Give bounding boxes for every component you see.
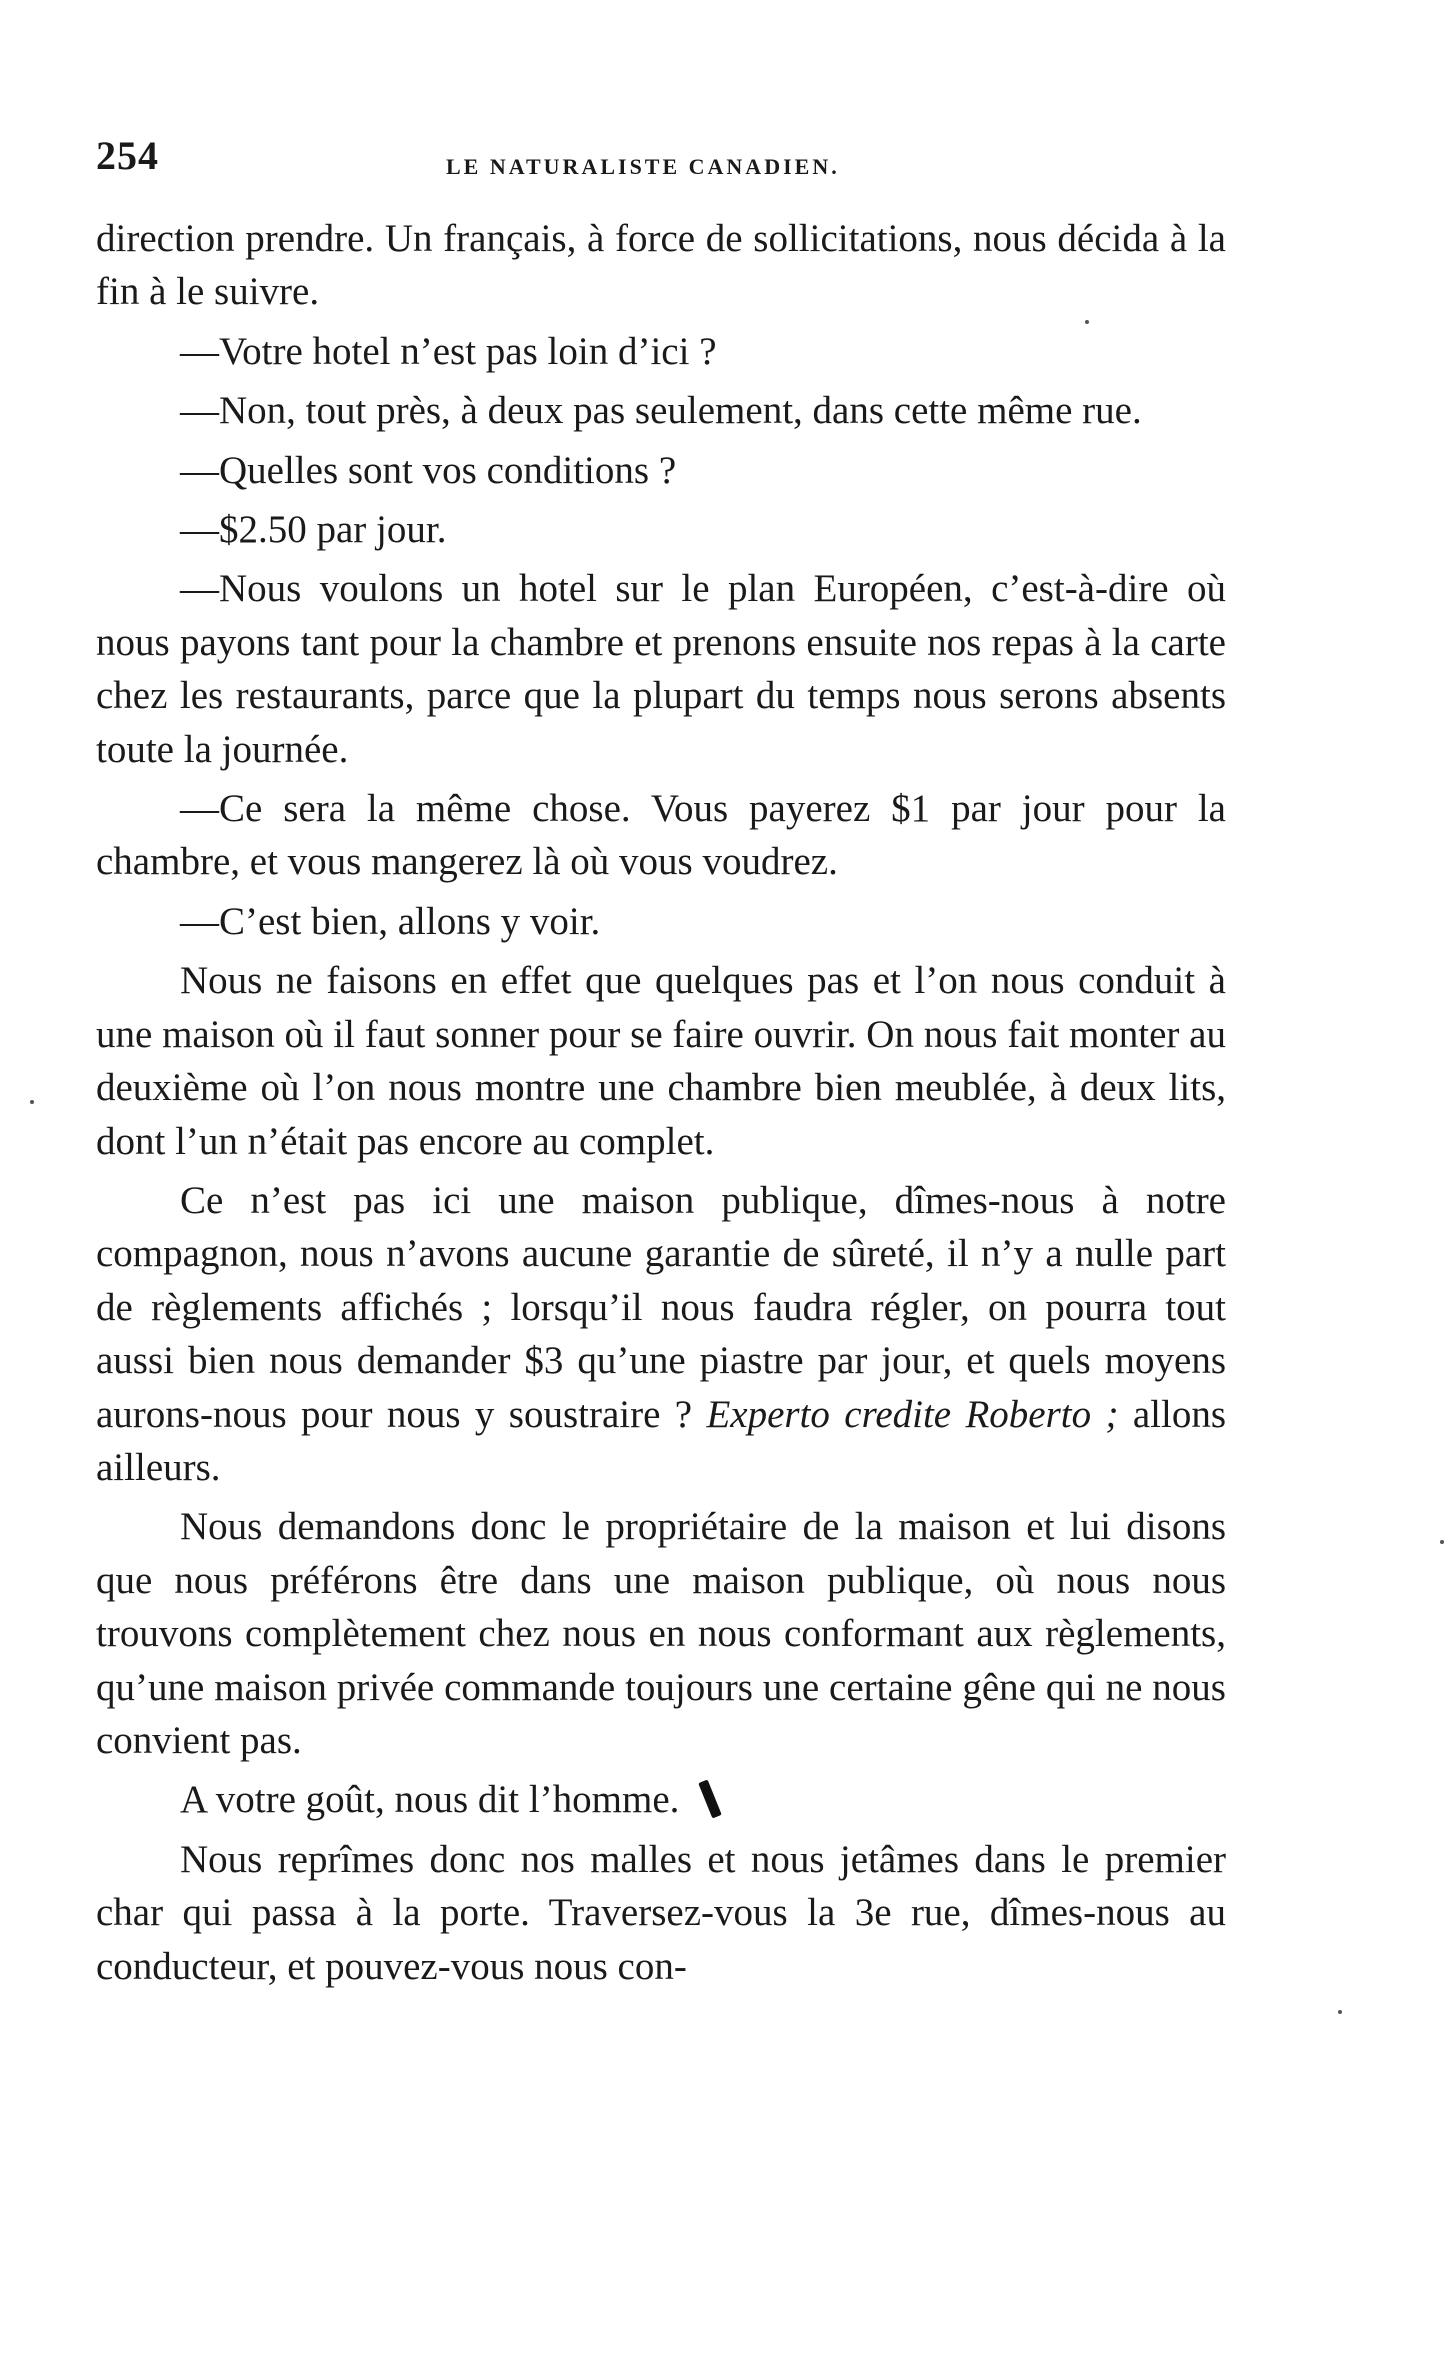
latin-quote: Experto credite Roberto ;	[706, 1392, 1119, 1436]
dialogue-line-1: —Votre hotel n’est pas loin d’ici ?	[180, 329, 717, 373]
running-title: LE NATURALISTE CANADIEN.	[446, 154, 840, 179]
body-text	[96, 212, 1226, 1999]
ink-speck	[1338, 2010, 1342, 2014]
latin-tail: allons ailleurs.	[96, 1392, 1227, 1489]
ink-speck	[30, 1100, 34, 1104]
paragraph-5	[96, 1773, 1226, 1826]
ink-speck	[1085, 320, 1089, 324]
ink-mark-icon	[699, 1780, 723, 1819]
paragraph-4: Nous demandons donc le propriétaire de la maison et lui disons que nous préférons être dans une maison publique, où nous nous trouvons complètement chez nous en nous conformant aux règlements, qu’une maison privée commande toujours une certaine gêne qui ne nous convient pas.	[96, 1505, 1226, 1762]
paragraph-5-text: A votre goût, nous dit l’homme.	[180, 1778, 680, 1822]
page-header	[96, 132, 1236, 192]
paragraph-3-text: Ce n’est pas ici une maison publique, dîmes-nous à notre compagnon, nous n’avons aucune garantie de sûreté, il n’y a nulle part de règlements affichés ; lorsqu’il nous faudra régler, on pourra tout aussi bien nous demander $3 qu’une piastre par jour, et quels moyens aurons-nous pour nous y soustraire ?	[96, 1178, 1226, 1436]
ink-speck	[1440, 1540, 1444, 1544]
dialogue-line-3: —Quelles sont vos conditions ?	[180, 448, 677, 492]
dialogue-line-2: —Non, tout près, à deux pas seulement, dans cette même rue.	[180, 389, 1142, 433]
page-number: 254	[96, 133, 159, 178]
dialogue-line-5: —Nous voulons un hotel sur le plan Européen, c’est-à-dire où nous payons tant pour la chambre et prenons ensuite nos repas à la carte chez les restaurants, parce que la plupart du temps nous serons absents toute la journée.	[96, 567, 1226, 771]
dialogue-line-4: —$2.50 par jour.	[180, 508, 447, 552]
paragraph-2: Nous ne faisons en effet que quelques pas et l’on nous conduit à une maison où il faut sonner pour se faire ouvrir. On nous fait monter au deuxième où l’on nous montre une chambre bien meublée, à deux lits, dont l’un n’était pas encore au complet.	[96, 959, 1226, 1163]
dialogue-line-6: —Ce sera la même chose. Vous payerez $1 par jour pour la chambre, et vous mangerez là où vous voudrez.	[96, 787, 1226, 884]
paragraph-3	[96, 1174, 1226, 1494]
dialogue-line-7: —C’est bien, allons y voir.	[180, 899, 601, 943]
paragraph-1: direction prendre. Un français, à force de sollicitations, nous décida à la fin à le suivre.	[96, 217, 1226, 314]
paragraph-6: Nous reprîmes donc nos malles et nous jetâmes dans le premier char qui passa à la porte. Traversez-vous la 3e rue, dîmes-nous au conducteur, et pouvez-vous nous con-	[96, 1837, 1226, 1988]
